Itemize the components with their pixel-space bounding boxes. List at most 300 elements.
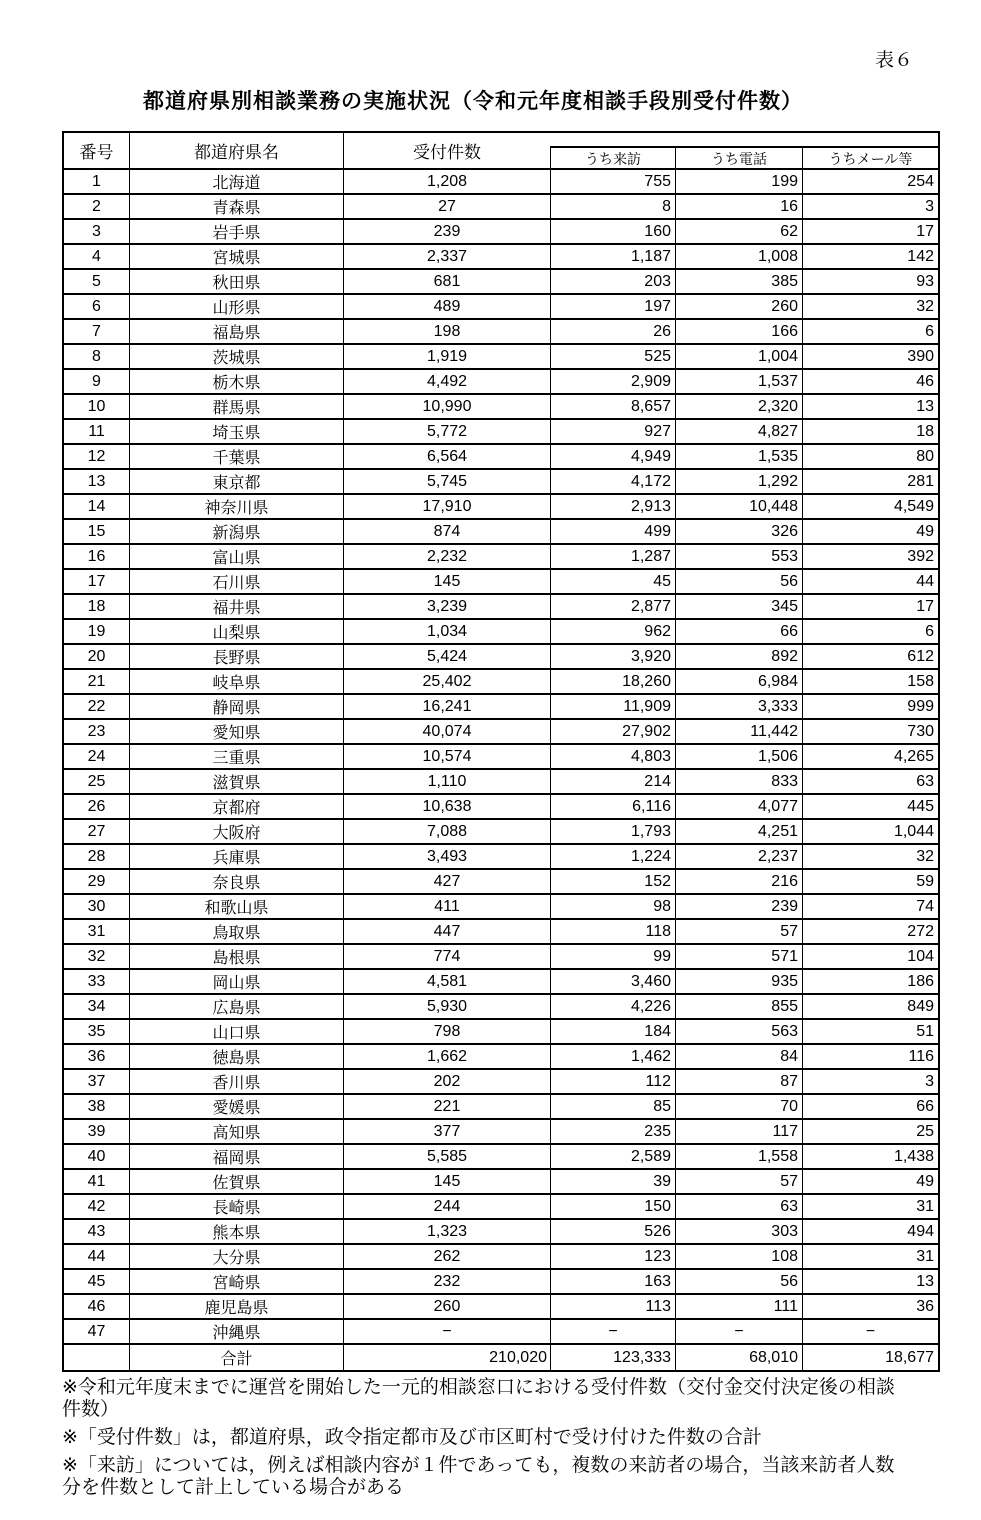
cell-prefecture: 青森県 xyxy=(129,195,343,218)
footnotes xyxy=(62,1377,952,1505)
cell-prefecture: 福井県 xyxy=(129,595,343,618)
cell-prefecture: 埼玉県 xyxy=(129,420,343,443)
cell-visit: 203 xyxy=(550,270,675,293)
cell-number: 47 xyxy=(87,1322,106,1340)
cell-mail: 25 xyxy=(802,1120,938,1143)
cell-total: 447 xyxy=(343,920,550,943)
cell-phone: 571 xyxy=(675,945,802,968)
cell-visit: 3,920 xyxy=(550,645,675,668)
cell-mail: 17 xyxy=(802,595,938,618)
cell-mail: 46 xyxy=(802,370,938,393)
cell-number: 7 xyxy=(92,322,101,340)
cell-total: 5,745 xyxy=(343,470,550,493)
cell-mail: 392 xyxy=(802,545,938,568)
cell-phone: − xyxy=(675,1320,802,1343)
cell-prefecture: 滋賀県 xyxy=(129,770,343,793)
cell-number: 13 xyxy=(87,472,106,490)
cell-phone: 1,558 xyxy=(675,1145,802,1168)
cell-total: 4,492 xyxy=(343,370,550,393)
cell-prefecture: 鳥取県 xyxy=(129,920,343,943)
col-header-mail: うちメール等 xyxy=(802,148,938,170)
cell-prefecture: 鹿児島県 xyxy=(129,1295,343,1318)
cell-visit: 525 xyxy=(550,345,675,368)
cell-visit: 1,224 xyxy=(550,845,675,868)
cell-visit: 123 xyxy=(550,1245,675,1268)
table-row xyxy=(64,1045,938,1070)
cell-phone: 66 xyxy=(675,620,802,643)
table-row xyxy=(64,245,938,270)
cell-phone: 855 xyxy=(675,995,802,1018)
cell-phone: 84 xyxy=(675,1045,802,1068)
cell-total: 145 xyxy=(343,570,550,593)
cell-number: 27 xyxy=(87,822,106,840)
cell-prefecture: 静岡県 xyxy=(129,695,343,718)
cell-visit: 112 xyxy=(550,1070,675,1093)
cell-visit: 8,657 xyxy=(550,395,675,418)
cell-phone: 62 xyxy=(675,220,802,243)
cell-phone: 57 xyxy=(675,1170,802,1193)
cell-phone: 892 xyxy=(675,645,802,668)
table-row xyxy=(64,620,938,645)
cell-prefecture: 新潟県 xyxy=(129,520,343,543)
cell-mail: 31 xyxy=(802,1245,938,1268)
cell-prefecture: 石川県 xyxy=(129,570,343,593)
prefecture-consultation-table xyxy=(62,131,940,1372)
cell-phone: 1,506 xyxy=(675,745,802,768)
cell-number: 35 xyxy=(87,1022,106,1040)
cell-visit: 4,949 xyxy=(550,445,675,468)
col-header-number: 番号 xyxy=(79,143,114,162)
cell-mail: 32 xyxy=(802,845,938,868)
table-row xyxy=(64,470,938,495)
cell-total: 5,424 xyxy=(343,645,550,668)
table-row xyxy=(64,720,938,745)
cell-total: 16,241 xyxy=(343,695,550,718)
table-row xyxy=(64,1195,938,1220)
cell-mail: 32 xyxy=(802,295,938,318)
cell-visit: 755 xyxy=(550,170,675,193)
table-row xyxy=(64,1145,938,1170)
cell-phone: 385 xyxy=(675,270,802,293)
cell-visit: 235 xyxy=(550,1120,675,1143)
cell-mail: 104 xyxy=(802,945,938,968)
cell-prefecture: 神奈川県 xyxy=(129,495,343,518)
cell-visit: 6,116 xyxy=(550,795,675,818)
cell-mail: 116 xyxy=(802,1045,938,1068)
cell-total: 3,493 xyxy=(343,845,550,868)
cell-visit: 1,793 xyxy=(550,820,675,843)
cell-number: 28 xyxy=(87,847,106,865)
cell-visit: 45 xyxy=(550,570,675,593)
cell-number: 5 xyxy=(92,272,101,290)
cell-total: 1,323 xyxy=(343,1220,550,1243)
cell-number: 8 xyxy=(92,347,101,365)
cell-number: 39 xyxy=(87,1122,106,1140)
cell-phone: 111 xyxy=(675,1295,802,1318)
cell-total: 10,574 xyxy=(343,745,550,768)
cell-visit: 2,877 xyxy=(550,595,675,618)
cell-mail: 4,549 xyxy=(802,495,938,518)
cell-mail: 80 xyxy=(802,445,938,468)
cell-phone: 1,292 xyxy=(675,470,802,493)
cell-total: 5,930 xyxy=(343,995,550,1018)
cell-number: 20 xyxy=(87,647,106,665)
cell-number: 25 xyxy=(87,772,106,790)
cell-visit: 4,172 xyxy=(550,470,675,493)
cell-phone: 935 xyxy=(675,970,802,993)
cell-number: 1 xyxy=(92,172,101,190)
cell-visit: 4,803 xyxy=(550,745,675,768)
cell-mail: 1,438 xyxy=(802,1145,938,1168)
cell-total: 2,337 xyxy=(343,245,550,268)
cell-number: 32 xyxy=(87,947,106,965)
cell-number: 18 xyxy=(87,597,106,615)
cell-total: 1,662 xyxy=(343,1045,550,1068)
cell-phone: 10,448 xyxy=(675,495,802,518)
cell-prefecture: 大阪府 xyxy=(129,820,343,843)
cell-mail: 272 xyxy=(802,920,938,943)
cell-visit: 26 xyxy=(550,320,675,343)
cell-phone: 4,251 xyxy=(675,820,802,843)
cell-visit: 197 xyxy=(550,295,675,318)
table-tag-label: 表６ xyxy=(874,50,913,71)
cell-phone: 16 xyxy=(675,195,802,218)
cell-grand-total: 210,020 xyxy=(343,1345,550,1370)
cell-mail: 281 xyxy=(802,470,938,493)
cell-number: 17 xyxy=(87,572,106,590)
cell-phone: 57 xyxy=(675,920,802,943)
cell-number: 9 xyxy=(92,372,101,390)
table-total-row xyxy=(64,1345,938,1370)
cell-mail: 13 xyxy=(802,395,938,418)
table-row xyxy=(64,795,938,820)
cell-visit: 1,462 xyxy=(550,1045,675,1068)
cell-phone: 260 xyxy=(675,295,802,318)
cell-visit: 2,913 xyxy=(550,495,675,518)
cell-mail: 1,044 xyxy=(802,820,938,843)
table-row xyxy=(64,695,938,720)
cell-visit: 152 xyxy=(550,870,675,893)
cell-phone: 56 xyxy=(675,570,802,593)
cell-prefecture: 愛媛県 xyxy=(129,1095,343,1118)
cell-phone: 563 xyxy=(675,1020,802,1043)
cell-total: 232 xyxy=(343,1270,550,1293)
cell-number: 14 xyxy=(87,497,106,515)
cell-phone: 63 xyxy=(675,1195,802,1218)
cell-total: 25,402 xyxy=(343,670,550,693)
table-row xyxy=(64,1120,938,1145)
cell-mail: 49 xyxy=(802,1170,938,1193)
cell-phone: 117 xyxy=(675,1120,802,1143)
cell-total: 10,638 xyxy=(343,795,550,818)
cell-mail: 51 xyxy=(802,1020,938,1043)
table-row xyxy=(64,1070,938,1095)
cell-mail: 6 xyxy=(802,620,938,643)
cell-phone: 166 xyxy=(675,320,802,343)
cell-mail: 59 xyxy=(802,870,938,893)
cell-number: 40 xyxy=(87,1147,106,1165)
cell-prefecture: 宮崎県 xyxy=(129,1270,343,1293)
cell-phone: 553 xyxy=(675,545,802,568)
table-row xyxy=(64,395,938,420)
cell-number: 42 xyxy=(87,1197,106,1215)
cell-number: 41 xyxy=(87,1172,106,1190)
cell-total: 1,208 xyxy=(343,170,550,193)
cell-number: 10 xyxy=(87,397,106,415)
table-row xyxy=(64,1320,938,1345)
cell-total: 10,990 xyxy=(343,395,550,418)
cell-mail: 31 xyxy=(802,1195,938,1218)
cell-total-label: 合計 xyxy=(129,1345,343,1370)
cell-prefecture: 高知県 xyxy=(129,1120,343,1143)
table-row xyxy=(64,845,938,870)
cell-mail: 4,265 xyxy=(802,745,938,768)
cell-phone: 1,537 xyxy=(675,370,802,393)
cell-prefecture: 岡山県 xyxy=(129,970,343,993)
cell-visit: 2,589 xyxy=(550,1145,675,1168)
cell-prefecture: 千葉県 xyxy=(129,445,343,468)
cell-total: 489 xyxy=(343,295,550,318)
cell-prefecture: 岩手県 xyxy=(129,220,343,243)
cell-total-visit: 123,333 xyxy=(550,1345,675,1370)
table-row xyxy=(64,170,938,195)
cell-total: 411 xyxy=(343,895,550,918)
cell-total-mail: 18,677 xyxy=(802,1345,938,1370)
table-row xyxy=(64,320,938,345)
cell-prefecture: 徳島県 xyxy=(129,1045,343,1068)
table-row xyxy=(64,1220,938,1245)
cell-mail: 142 xyxy=(802,245,938,268)
cell-total: 774 xyxy=(343,945,550,968)
cell-number: 15 xyxy=(87,522,106,540)
cell-phone: 3,333 xyxy=(675,695,802,718)
cell-visit: 118 xyxy=(550,920,675,943)
cell-mail: 17 xyxy=(802,220,938,243)
cell-number: 33 xyxy=(87,972,106,990)
footnote xyxy=(62,1377,952,1421)
table-body xyxy=(64,170,938,1345)
cell-prefecture: 熊本県 xyxy=(129,1220,343,1243)
cell-prefecture: 長崎県 xyxy=(129,1195,343,1218)
cell-phone: 2,237 xyxy=(675,845,802,868)
cell-total-phone: 68,010 xyxy=(675,1345,802,1370)
cell-number: 34 xyxy=(87,997,106,1015)
cell-total: 262 xyxy=(343,1245,550,1268)
cell-mail: 49 xyxy=(802,520,938,543)
cell-prefecture: 香川県 xyxy=(129,1070,343,1093)
cell-phone: 4,077 xyxy=(675,795,802,818)
cell-total: 6,564 xyxy=(343,445,550,468)
cell-mail: 93 xyxy=(802,270,938,293)
cell-number: 46 xyxy=(87,1297,106,1315)
table-row xyxy=(64,345,938,370)
table-row xyxy=(64,1270,938,1295)
cell-prefecture: 群馬県 xyxy=(129,395,343,418)
cell-total: 244 xyxy=(343,1195,550,1218)
cell-prefecture: 京都府 xyxy=(129,795,343,818)
cell-number: 19 xyxy=(87,622,106,640)
cell-total: 27 xyxy=(343,195,550,218)
cell-total: 3,239 xyxy=(343,595,550,618)
cell-number: 2 xyxy=(92,197,101,215)
cell-prefecture: 島根県 xyxy=(129,945,343,968)
cell-number: 6 xyxy=(92,297,101,315)
cell-total: − xyxy=(343,1320,550,1343)
table-row xyxy=(64,520,938,545)
cell-number: 4 xyxy=(92,247,101,265)
cell-prefecture: 茨城県 xyxy=(129,345,343,368)
sub-header-box xyxy=(550,146,938,170)
footnote-line: 件数） xyxy=(62,1399,120,1420)
cell-visit: 27,902 xyxy=(550,720,675,743)
cell-number: 24 xyxy=(87,747,106,765)
cell-phone: 326 xyxy=(675,520,802,543)
table-row xyxy=(64,745,938,770)
col-header-total: 受付件数 xyxy=(343,133,550,168)
cell-prefecture: 福島県 xyxy=(129,320,343,343)
cell-mail: 158 xyxy=(802,670,938,693)
col-header-prefecture: 都道府県名 xyxy=(129,133,343,168)
col-header-visit: うち来訪 xyxy=(550,148,675,170)
cell-visit: 99 xyxy=(550,945,675,968)
table-header xyxy=(64,133,938,170)
table-row xyxy=(64,995,938,1020)
table-row xyxy=(64,870,938,895)
table-row xyxy=(64,1170,938,1195)
table-row xyxy=(64,945,938,970)
table-row xyxy=(64,370,938,395)
cell-phone: 345 xyxy=(675,595,802,618)
cell-prefecture: 北海道 xyxy=(129,170,343,193)
cell-total: 2,232 xyxy=(343,545,550,568)
table-row xyxy=(64,1020,938,1045)
table-row xyxy=(64,920,938,945)
cell-visit: 214 xyxy=(550,770,675,793)
cell-prefecture: 山形県 xyxy=(129,295,343,318)
cell-total: 377 xyxy=(343,1120,550,1143)
cell-number: 26 xyxy=(87,797,106,815)
cell-mail: 18 xyxy=(802,420,938,443)
cell-phone: 2,320 xyxy=(675,395,802,418)
cell-total: 1,110 xyxy=(343,770,550,793)
cell-total: 260 xyxy=(343,1295,550,1318)
table-row xyxy=(64,545,938,570)
cell-prefecture: 和歌山県 xyxy=(129,895,343,918)
table-row xyxy=(64,445,938,470)
table-row xyxy=(64,1095,938,1120)
table-row xyxy=(64,420,938,445)
cell-total: 681 xyxy=(343,270,550,293)
cell-prefecture: 三重県 xyxy=(129,745,343,768)
cell-phone: 303 xyxy=(675,1220,802,1243)
cell-mail: 13 xyxy=(802,1270,938,1293)
cell-prefecture: 長野県 xyxy=(129,645,343,668)
cell-visit: 4,226 xyxy=(550,995,675,1018)
cell-total: 874 xyxy=(343,520,550,543)
cell-prefecture: 岐阜県 xyxy=(129,670,343,693)
cell-total: 239 xyxy=(343,220,550,243)
cell-mail: 999 xyxy=(802,695,938,718)
cell-number: 12 xyxy=(87,447,106,465)
cell-prefecture: 沖縄県 xyxy=(129,1320,343,1343)
cell-total: 427 xyxy=(343,870,550,893)
cell-total: 145 xyxy=(343,1170,550,1193)
cell-prefecture: 秋田県 xyxy=(129,270,343,293)
cell-number: 45 xyxy=(87,1272,106,1290)
cell-mail: 186 xyxy=(802,970,938,993)
cell-phone: 1,535 xyxy=(675,445,802,468)
cell-mail: 63 xyxy=(802,770,938,793)
cell-phone: 108 xyxy=(675,1245,802,1268)
table-row xyxy=(64,895,938,920)
cell-visit: 11,909 xyxy=(550,695,675,718)
cell-number: 16 xyxy=(87,547,106,565)
cell-phone: 56 xyxy=(675,1270,802,1293)
cell-prefecture: 福岡県 xyxy=(129,1145,343,1168)
cell-number: 22 xyxy=(87,697,106,715)
table-row xyxy=(64,1245,938,1270)
cell-number: 31 xyxy=(87,922,106,940)
cell-visit: 2,909 xyxy=(550,370,675,393)
cell-phone: 11,442 xyxy=(675,720,802,743)
table-row xyxy=(64,595,938,620)
cell-phone: 1,008 xyxy=(675,245,802,268)
cell-number: 23 xyxy=(87,722,106,740)
cell-visit: 526 xyxy=(550,1220,675,1243)
footnote xyxy=(62,1455,952,1499)
cell-visit: 962 xyxy=(550,620,675,643)
cell-mail: 36 xyxy=(802,1295,938,1318)
table-row xyxy=(64,270,938,295)
cell-visit: 150 xyxy=(550,1195,675,1218)
cell-prefecture: 東京都 xyxy=(129,470,343,493)
cell-visit: 18,260 xyxy=(550,670,675,693)
cell-total: 1,034 xyxy=(343,620,550,643)
cell-visit: 160 xyxy=(550,220,675,243)
cell-number: 11 xyxy=(88,422,105,440)
cell-visit: 163 xyxy=(550,1270,675,1293)
cell-mail: 445 xyxy=(802,795,938,818)
cell-total: 221 xyxy=(343,1095,550,1118)
cell-total: 4,581 xyxy=(343,970,550,993)
cell-number: 29 xyxy=(87,872,106,890)
cell-visit: 927 xyxy=(550,420,675,443)
cell-number: 21 xyxy=(87,672,106,690)
cell-prefecture: 兵庫県 xyxy=(129,845,343,868)
cell-mail: 6 xyxy=(802,320,938,343)
cell-prefecture: 広島県 xyxy=(129,995,343,1018)
cell-prefecture: 佐賀県 xyxy=(129,1170,343,1193)
cell-phone: 87 xyxy=(675,1070,802,1093)
cell-mail: 494 xyxy=(802,1220,938,1243)
table-row xyxy=(64,645,938,670)
cell-total: 7,088 xyxy=(343,820,550,843)
cell-prefecture: 富山県 xyxy=(129,545,343,568)
cell-number: 3 xyxy=(92,222,101,240)
cell-total: 17,910 xyxy=(343,495,550,518)
cell-phone: 239 xyxy=(675,895,802,918)
cell-mail: 849 xyxy=(802,995,938,1018)
cell-mail: 3 xyxy=(802,1070,938,1093)
cell-prefecture: 宮城県 xyxy=(129,245,343,268)
cell-visit: 1,187 xyxy=(550,245,675,268)
footnote-line: ※「来訪」については，例えば相談内容が１件であっても，複数の来訪者の場合，当該来訪者人数 xyxy=(62,1455,895,1476)
cell-mail: 612 xyxy=(802,645,938,668)
cell-number: 36 xyxy=(87,1047,106,1065)
cell-number-empty xyxy=(64,1345,129,1370)
cell-mail: 44 xyxy=(802,570,938,593)
cell-phone: 199 xyxy=(675,170,802,193)
